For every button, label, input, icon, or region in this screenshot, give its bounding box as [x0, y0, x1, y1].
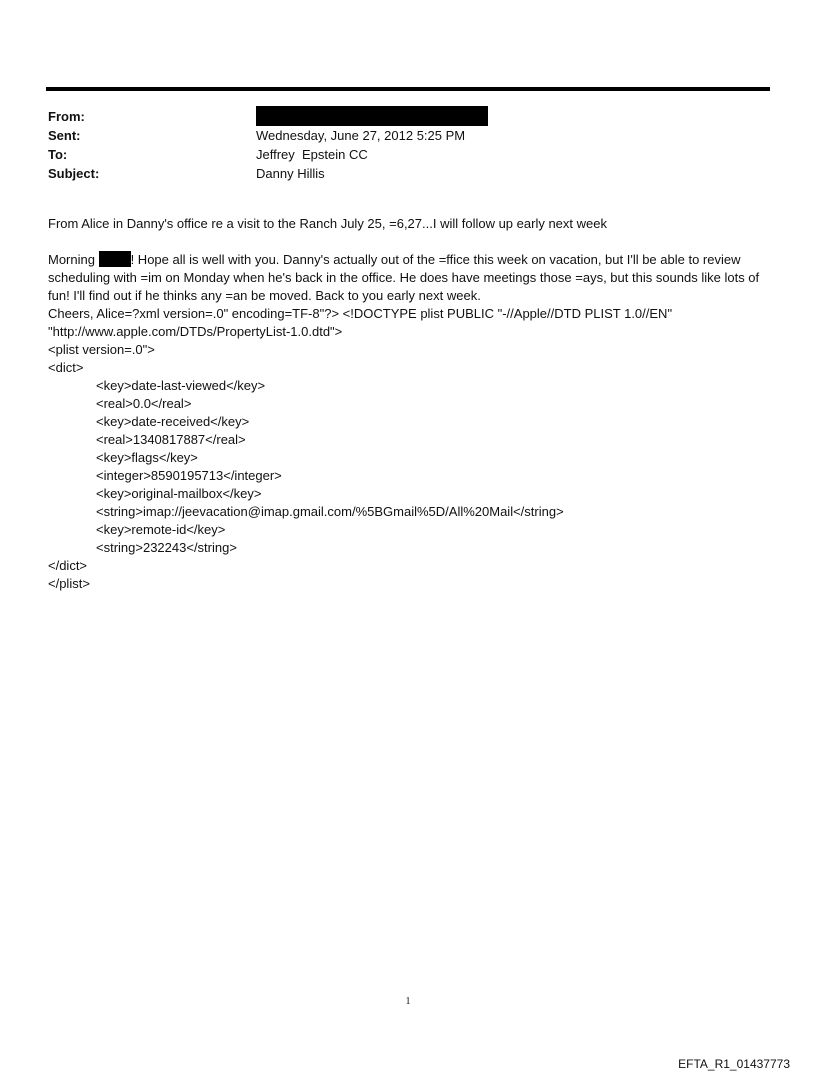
header-rule [46, 87, 770, 91]
plist-entry: <key>original-mailbox</key> [96, 486, 262, 501]
redacted-name [99, 251, 131, 267]
subject-label: Subject: [48, 166, 100, 181]
plist-entry: <key>date-last-viewed</key> [96, 378, 266, 393]
redaction-bar [256, 106, 488, 126]
sent-value: Wednesday, June 27, 2012 5:25 PM [256, 128, 466, 143]
plist-entry: <integer>8590195713</integer> [96, 468, 282, 483]
from-label: From: [48, 109, 85, 124]
plist-entry: <key>flags</key> [96, 450, 198, 465]
to-label: To: [48, 147, 68, 162]
signature-line: Cheers, Alice=?xml version=.0" encoding=TF-8"?> <!DOCTYPE plist PUBLIC "-//Apple//DTD PLIST 1.0//EN" [48, 306, 673, 321]
dtd-url-line: "http://www.apple.com/DTDs/PropertyList-1.0.dtd"> [48, 324, 343, 339]
plist-entry: <key>date-received</key> [96, 414, 250, 429]
to-value: Jeffrey Epstein CC [256, 147, 368, 162]
dict-open-line: <dict> [48, 360, 84, 375]
document-id: EFTA_R1_01437773 [678, 1057, 790, 1071]
page-number: 1 [405, 996, 411, 1007]
plist-entry: <real>0.0</real> [96, 396, 192, 411]
message-text: ! Hope all is well with you. Danny's actually out of the =ffice this week on vacation, but I'll be able to review scheduling with =im on Monday when he's back in the office. He does have meetings those =ays, but this sounds like lots of fun! I'll find out if he thinks any =an be moved. Back to you early next week. [48, 252, 760, 303]
plist-open-line: <plist version=.0"> [48, 342, 155, 357]
from-value [256, 107, 488, 126]
plist-entry: <real>1340817887</real> [96, 432, 246, 447]
email-body [48, 215, 770, 593]
dict-close-line: </dict> [48, 558, 88, 573]
subject-value: Danny Hillis [256, 166, 325, 181]
greeting-start: Morning [48, 252, 99, 267]
plist-entry: <string>imap://jeevacation@imap.gmail.com/%5BGmail%5D/All%20Mail</string> [96, 504, 564, 519]
plist-entry: <string>232243</string> [96, 540, 237, 555]
intro-line: From Alice in Danny's office re a visit to the Ranch July 25, =6,27...I will follow up early next week [48, 216, 607, 231]
plist-entry: <key>remote-id</key> [96, 522, 226, 537]
sent-label: Sent: [48, 128, 81, 143]
message-paragraph [48, 251, 770, 305]
plist-close-line: </plist> [48, 576, 90, 591]
